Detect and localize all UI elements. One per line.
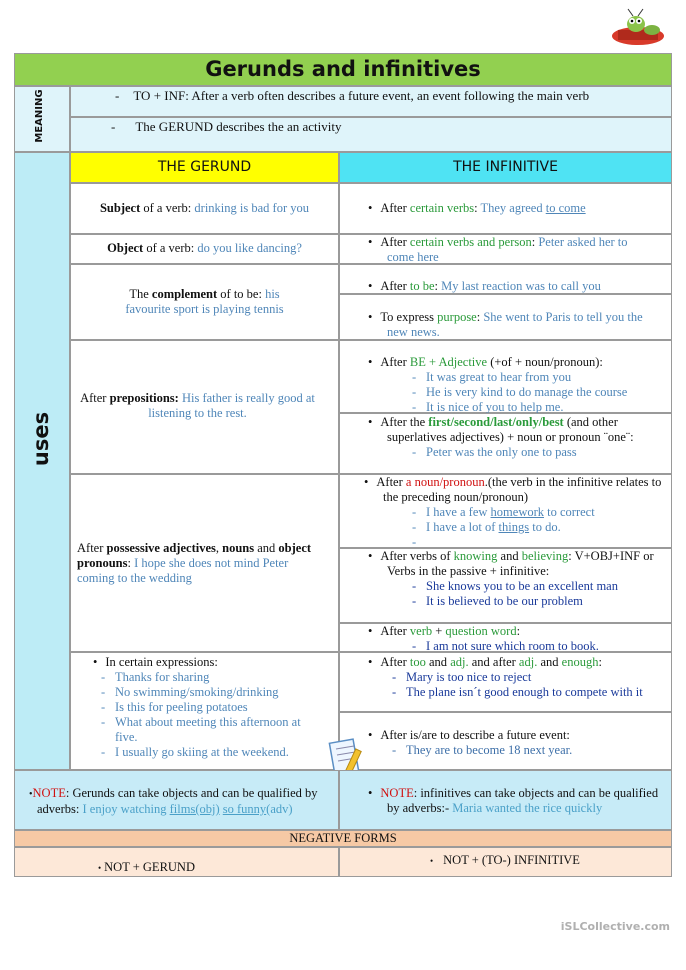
too-example: - Mary is too nice to reject xyxy=(388,670,663,685)
negative-infinitive: • NOT + (TO-) INFINITIVE xyxy=(339,847,672,877)
be-adj-example: - He is very kind to do manage the course xyxy=(408,385,661,400)
inf-knowing-believing: • After verbs of knowing and believing: V+OBJ+INF or Verbs in the passive + infinitive: - She knows you to be an excellent man - It is believed to be our problem xyxy=(339,548,672,623)
be-adj-example: - It was great to hear from you xyxy=(408,370,661,385)
uses-label: uses xyxy=(29,411,53,467)
question-example: - I am not sure which room to book. xyxy=(408,639,663,654)
noun-example: - I have a few homework to correct xyxy=(408,505,663,520)
page-title: Gerunds and infinitives xyxy=(14,53,672,86)
expression-item: - Thanks for sharing xyxy=(97,670,308,685)
infinitive-note: • NOTE: infinitives can take objects and can be qualified by adverbs:- Maria wanted the rice quickly xyxy=(339,770,672,830)
gerund-header: THE GERUND xyxy=(70,152,339,183)
negative-gerund: • NOT + GERUND xyxy=(14,847,339,877)
bookworm-icon xyxy=(606,6,670,48)
meaning-line-1: - TO + INF: After a verb often describes a future event, an event following the main verb xyxy=(70,86,672,117)
be-adj-example: - It is nice of you to help me. xyxy=(408,400,661,415)
first-example: - Peter was the only one to pass xyxy=(408,445,663,460)
gerund-expressions xyxy=(70,652,339,770)
gerund-prepositions: After prepositions: His father is really good at listening to the rest. xyxy=(70,340,339,474)
gerund-subject: Subject of a verb: drinking is bad for you xyxy=(70,183,339,234)
meaning-line-2: - The GERUND describes the an activity xyxy=(70,117,672,152)
gerund-note: •NOTE: Gerunds can take objects and can be qualified by adverbs: I enjoy watching films(obj) so funny(adv) xyxy=(14,770,339,830)
knowing-example: - She knows you to be an excellent man xyxy=(408,579,665,594)
future-example: - They are to become 18 next year. xyxy=(388,743,663,758)
gerund-complement: The complement of to be: his favourite sport is playing tennis xyxy=(70,264,339,340)
meaning-label: MEANING xyxy=(34,89,45,143)
expression-item: - No swimming/smoking/drinking xyxy=(97,685,308,700)
noun-example: - I have a lot of things to do. xyxy=(408,520,663,535)
inf-question-word: • After verb + question word: - I am not sure which room to book. xyxy=(339,623,672,652)
inf-future-event: • After is/are to describe a future event: - They are to become 18 next year. xyxy=(339,712,672,770)
expression-item: - I usually go skiing at the weekend. xyxy=(97,745,308,760)
negative-forms-title: NEGATIVE FORMS xyxy=(14,830,672,847)
expression-item: - Is this for peeling potatoes xyxy=(97,700,308,715)
inf-verbs-person: • After certain verbs and person: Peter asked her to come here xyxy=(339,234,672,264)
inf-to-be: • After to be: My last reaction was to call you xyxy=(339,264,672,294)
expression-item: - What about meeting this afternoon at five. xyxy=(97,715,308,745)
knowing-example: - It is believed to be our problem xyxy=(408,594,665,609)
expressions-intro: • In certain expressions: xyxy=(93,655,308,670)
inf-first-last: • After the first/second/last/only/best (and other superlatives adjectives) + noun or pronoun ¨one¨: - Peter was the only one to pass xyxy=(339,413,672,474)
too-example: - The plane isn´t good enough to compete with it xyxy=(388,685,663,700)
watermark: iSLCollective.com xyxy=(560,920,670,933)
inf-too-enough: • After too and adj. and after adj. and enough: - Mary is too nice to reject - The plane isn´t good enough to compete with it xyxy=(339,652,672,712)
inf-purpose: • To express purpose: She went to Paris to tell you the new news. xyxy=(339,294,672,340)
inf-certain-verbs: • After certain verbs: They agreed to come xyxy=(339,183,672,234)
inf-noun-pronoun: • After a noun/pronoun.(the verb in the infinitive relates to the preceding noun/pronoun) - I have a few homework to correct - I have a lot of things to do. - xyxy=(339,474,672,548)
infinitive-header: THE INFINITIVE xyxy=(339,152,672,183)
gerund-possessive: After possessive adjectives, nouns and object pronouns: I hope she does not mind Peter coming to the wedding xyxy=(70,474,339,652)
gerund-object: Object of a verb: do you like dancing? xyxy=(70,234,339,264)
inf-be-adjective: • After BE + Adjective (+of + noun/pronoun): - It was great to hear from you - He is very kind to do manage the course - It is nice of you to help me. xyxy=(339,340,672,413)
